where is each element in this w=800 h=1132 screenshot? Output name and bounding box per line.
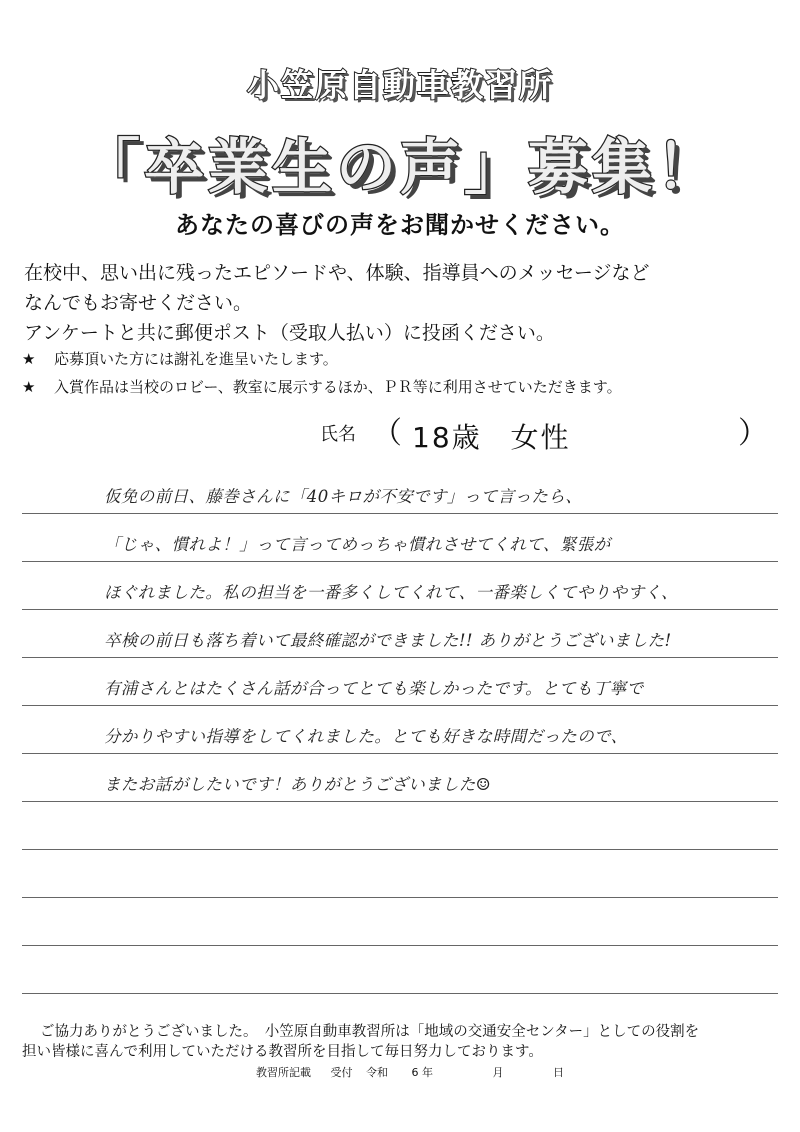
ruled-line — [22, 706, 778, 754]
intro-line: 在校中、思い出に残ったエピソードや、体験、指導員へのメッセージなど — [24, 262, 650, 284]
headline: 「卒業生の声」募集！ — [80, 133, 720, 203]
name-close-paren: ） — [738, 416, 768, 451]
ruled-line — [22, 802, 778, 850]
intro-line: なんでもお寄せください。 — [24, 292, 253, 314]
footer-text — [22, 1022, 792, 1062]
ruled-line — [22, 514, 778, 562]
receipt-label: 教習所記載 — [256, 1066, 311, 1079]
name-value: 18歳 女性 — [412, 421, 571, 454]
handwritten-text: 「じゃ、慣れよ！」って言ってめっちゃ慣れさせてくれて、緊張が — [104, 535, 611, 554]
name-label: 氏名 — [320, 424, 356, 445]
school-name: 小笠原自動車教習所 — [246, 66, 553, 104]
note-text: 応募頂いた方には謝礼を進呈いたします。 — [54, 350, 338, 368]
receipt-year: 6 — [411, 1066, 419, 1079]
handwritten-text: またお話がしたいです！ありがとうございました☺ — [104, 775, 491, 794]
receipt-received: 受付 — [330, 1066, 353, 1079]
ruled-line — [22, 946, 778, 994]
handwritten-text: 仮免の前日、藤巻さんに「40キロが不安です」って言ったら、 — [104, 487, 583, 506]
message-area — [22, 466, 778, 994]
receipt-day-unit: 日 — [553, 1066, 564, 1079]
ruled-line — [22, 754, 778, 802]
handwritten-text: 分かりやすい指導をしてくれました。とても好きな時間だったので、 — [104, 727, 628, 746]
footer-line: ご協力ありがとうございました。 小笠原自動車教習所は「地域の交通安全センター」としての役割を — [40, 1024, 700, 1040]
notes-list — [22, 345, 792, 401]
note-item — [22, 345, 792, 373]
receipt-year-unit: 年 — [422, 1066, 433, 1079]
receipt-stamp — [256, 1064, 564, 1080]
note-text: 入賞作品は当校のロビー、教室に展示するほか、ＰＲ等に利用させていただきます。 — [54, 378, 622, 396]
handwritten-text: 卒検の前日も落ち着いて最終確認ができました!! ありがとうございました! — [104, 631, 672, 650]
handwritten-text: 有浦さんとはたくさん話が合ってとても楽しかったです。とても丁寧で — [104, 679, 644, 698]
subtitle: あなたの喜びの声をお聞かせください。 — [175, 211, 625, 239]
ruled-line — [22, 610, 778, 658]
ruled-line — [22, 466, 778, 514]
note-item — [22, 373, 792, 401]
name-open-paren: （ — [372, 416, 402, 451]
receipt-era: 令和 — [366, 1066, 388, 1079]
ruled-line — [22, 562, 778, 610]
star-icon: ★ — [22, 350, 36, 368]
ruled-line — [22, 658, 778, 706]
footer-line: 担い皆様に喜んで利用していただける教習所を目指して毎日努力しております。 — [22, 1044, 543, 1060]
intro-text — [24, 258, 784, 348]
ruled-line — [22, 898, 778, 946]
name-field — [320, 408, 768, 454]
handwritten-text: ほぐれました。私の担当を一番多くしてくれて、一番楽しくてやりやすく、 — [104, 583, 678, 602]
intro-line: アンケートと共に郵便ポスト（受取人払い）に投函ください。 — [24, 322, 555, 344]
receipt-month-unit: 月 — [492, 1066, 504, 1079]
ruled-line — [22, 850, 778, 898]
star-icon: ★ — [22, 378, 36, 396]
